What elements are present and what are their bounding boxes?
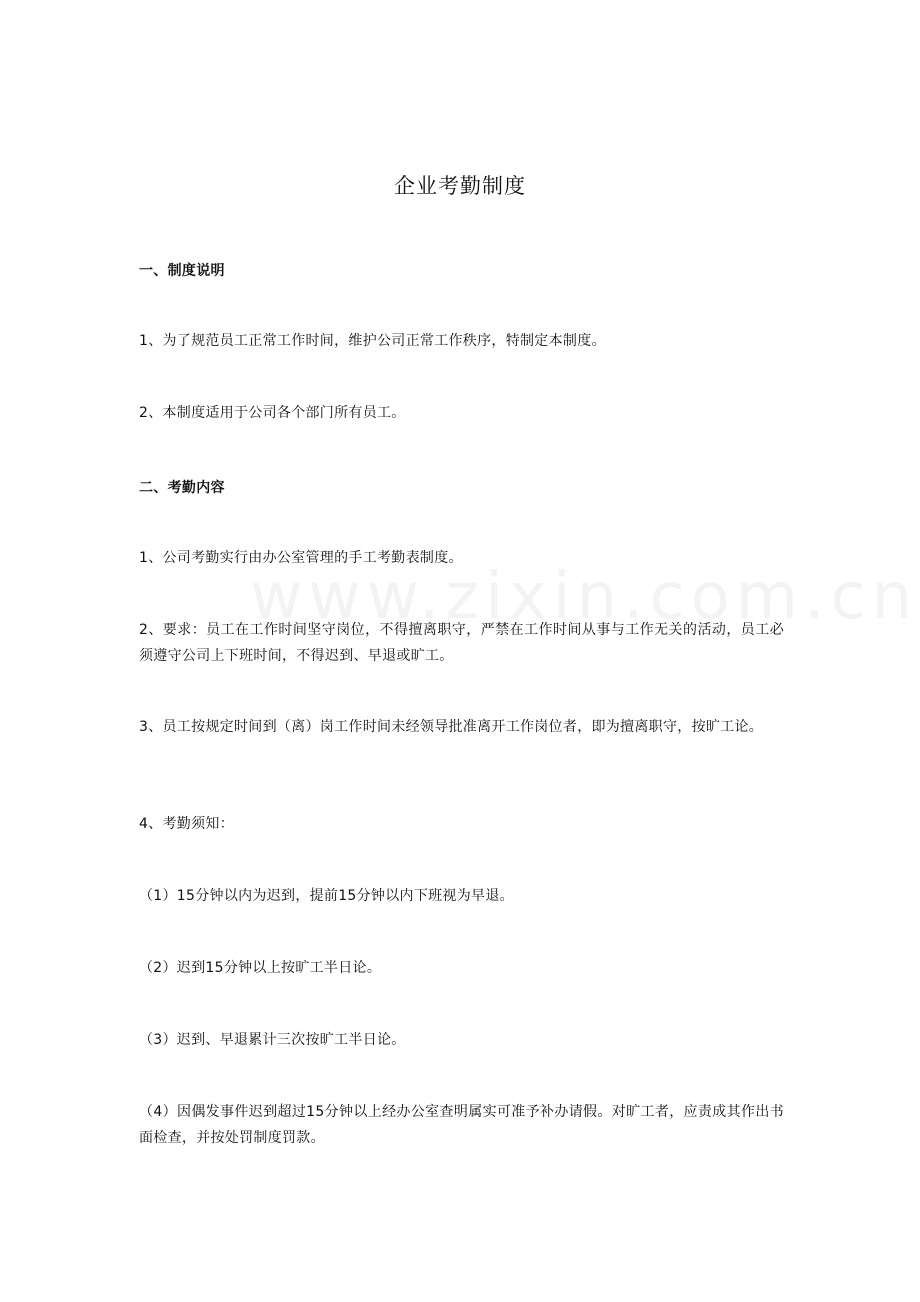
- paragraph: 3、员工按规定时间到（离）岗工作时间未经领导批准离开工作岗位者，即为擅离职守，按旷工论。: [139, 719, 764, 735]
- list-item: （4）因偶发事件迟到超过15分钟以上经办公室查明属实可准予补办请假。对旷工者，应责成其作出书面检查，并按处罚制度罚款。: [139, 1104, 784, 1146]
- paragraph: 1、公司考勤实行由办公室管理的手工考勤表制度。: [139, 550, 463, 566]
- paragraph: 4、考勤须知：: [139, 816, 235, 832]
- list-item: （1）15分钟以内为迟到，提前15分钟以内下班视为早退。: [139, 888, 514, 904]
- list-item: （3）迟到、早退累计三次按旷工半日论。: [139, 1032, 406, 1048]
- section-heading-2: 二、考勤内容: [139, 480, 225, 496]
- list-item: （2）迟到15分钟以上按旷工半日论。: [139, 960, 382, 976]
- section-heading-1: 一、制度说明: [139, 263, 225, 279]
- paragraph: 2、要求：员工在工作时间坚守岗位，不得擅离职守，严禁在工作时间从事与工作无关的活动，员工必须遵守公司上下班时间，不得迟到、早退或旷工。: [139, 622, 784, 664]
- document-title: 企业考勤制度: [394, 174, 526, 198]
- paragraph: 1、为了规范员工正常工作时间，维护公司正常工作秩序，特制定本制度。: [139, 333, 606, 349]
- paragraph: 2、本制度适用于公司各个部门所有员工。: [139, 405, 406, 421]
